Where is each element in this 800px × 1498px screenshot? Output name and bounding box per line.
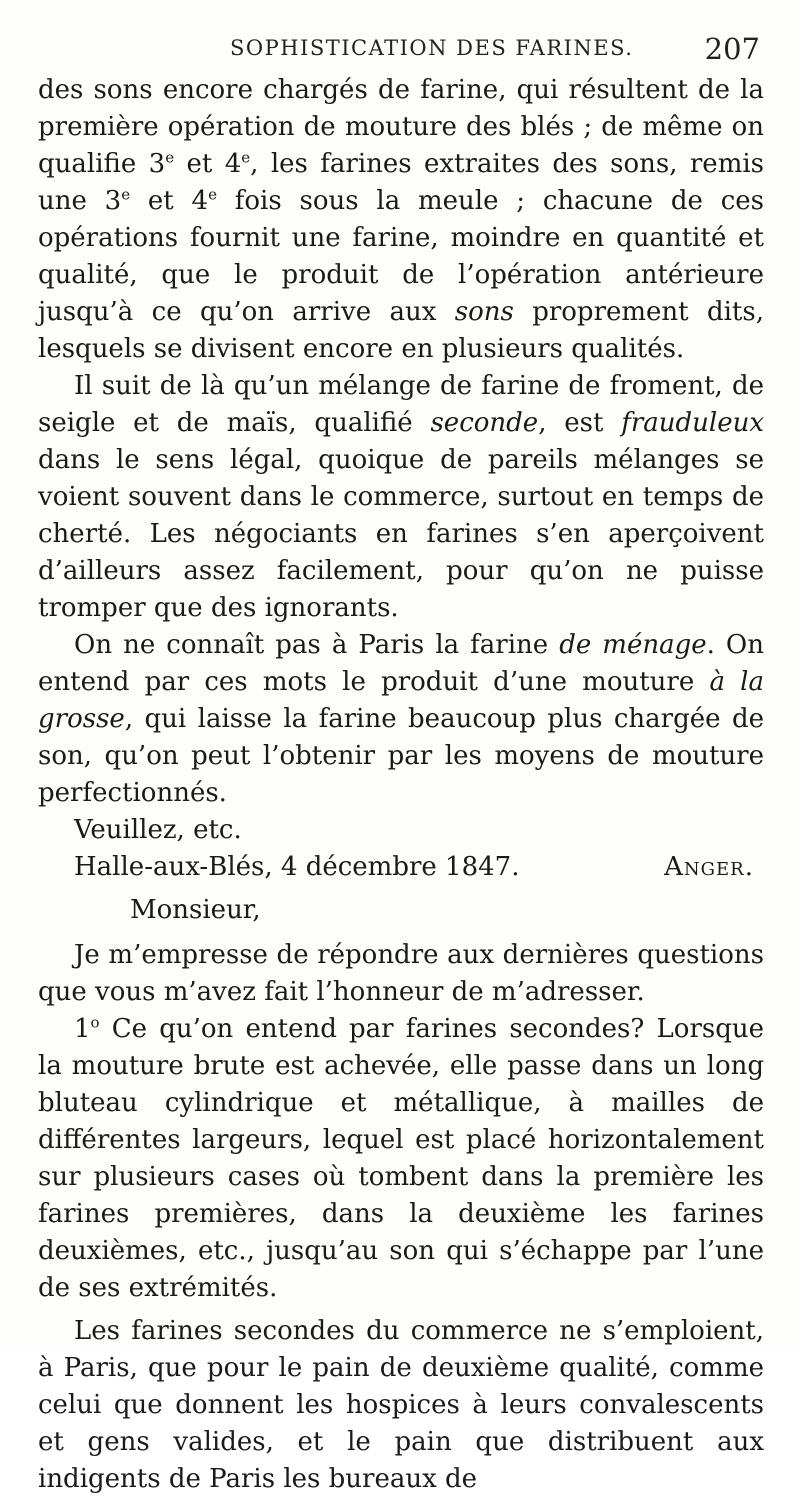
italic-term: à la grosse: [38, 667, 764, 734]
superscript: o: [90, 1013, 100, 1032]
italic-term: seconde: [430, 408, 539, 438]
superscript: e: [208, 185, 217, 204]
paragraph-6: Les farines secondes du commerce ne s’emploient, à Paris, que pour le pain de deuxième qualité, comme celui que donnent les hospices à leurs convalescents et gens valides, et le pain que distribuent aux indigents de Paris les bureaux de: [38, 1316, 764, 1494]
text-run: et 4: [130, 186, 209, 216]
paragraph-4: Je m’empresse de répondre aux dernières questions que vous m’avez fait l’honneur de m’adresser.: [38, 940, 764, 1007]
body-text: [38, 72, 764, 1498]
text-run: On ne connaît pas à Paris la farine: [74, 630, 560, 660]
page-number: 207: [704, 32, 760, 66]
text-run: fois sous la meule ; chacune de ces opérations fournit une farine, moindre en quantité et qualité, que le produit de l’opération antérieure jusqu’à ce qu’on arrive aux: [38, 186, 764, 327]
superscript: e: [241, 148, 251, 167]
italic-term: de ménage: [559, 630, 707, 660]
page-header: [38, 30, 762, 70]
paragraph-2: [38, 368, 764, 627]
text-run: et 4: [174, 149, 242, 179]
text-run: des sons encore chargés de farine, qui résultent de la première opération de mouture des blés ; de même on qualifie 3: [38, 75, 764, 179]
text-run: Ce qu’on entend par farines secondes? Lorsque la mouture brute est achevée, elle passe dans un long bluteau cylindrique et métallique, à mailles de différentes largeurs, lequel est placé horizontalement sur plusieurs cases où tombent dans la première les farines premières, dans la deuxième les farines deuxièmes, etc., jusqu’au son qui s’échappe par l’une de ses extrémités.: [38, 1014, 764, 1303]
italic-term: sons: [454, 297, 514, 327]
closing-formula: Veuillez, etc.: [74, 815, 242, 845]
signoff-line: [38, 849, 764, 886]
paragraph-1: [38, 72, 764, 368]
text-run: , qui laisse la farine beaucoup plus chargée de son, qu’on peut l’obtenir par les moyens de mouture perfectionnés.: [38, 704, 764, 808]
place-date: Halle-aux-Blés, 4 décembre 1847.: [74, 852, 520, 882]
superscript: e: [165, 148, 175, 167]
author-signature: Anger.: [664, 852, 754, 882]
text-run: , est: [538, 408, 622, 438]
text-run: , les farines extraites des sons, remis une 3: [38, 149, 765, 216]
paragraph-5: [38, 1011, 764, 1307]
text-run: dans le sens légal, quoique de pareils mélanges se voient souvent dans le commerce, surtout en temps de cherté. Les négociants en farines s’en aperçoivent d’ailleurs assez facilement, pour qu’on ne puisse tromper que des ignorants.: [38, 445, 764, 623]
italic-term: frauduleux: [621, 408, 764, 438]
paragraph-3: [38, 627, 764, 812]
text-run: . On entend par ces mots le produit d’une mouture: [38, 630, 764, 697]
text-run: proprement dits, lesquels se divisent encore en plusieurs qualités.: [38, 297, 764, 364]
running-title: SOPHISTICATION DES FARINES.: [230, 36, 634, 60]
text-run: Il suit de là qu’un mélange de farine de froment, de seigle et de maïs, qualifié: [38, 371, 764, 438]
salutation: Monsieur,: [130, 895, 261, 925]
superscript: e: [121, 185, 131, 204]
item-number: 1: [74, 1014, 91, 1044]
